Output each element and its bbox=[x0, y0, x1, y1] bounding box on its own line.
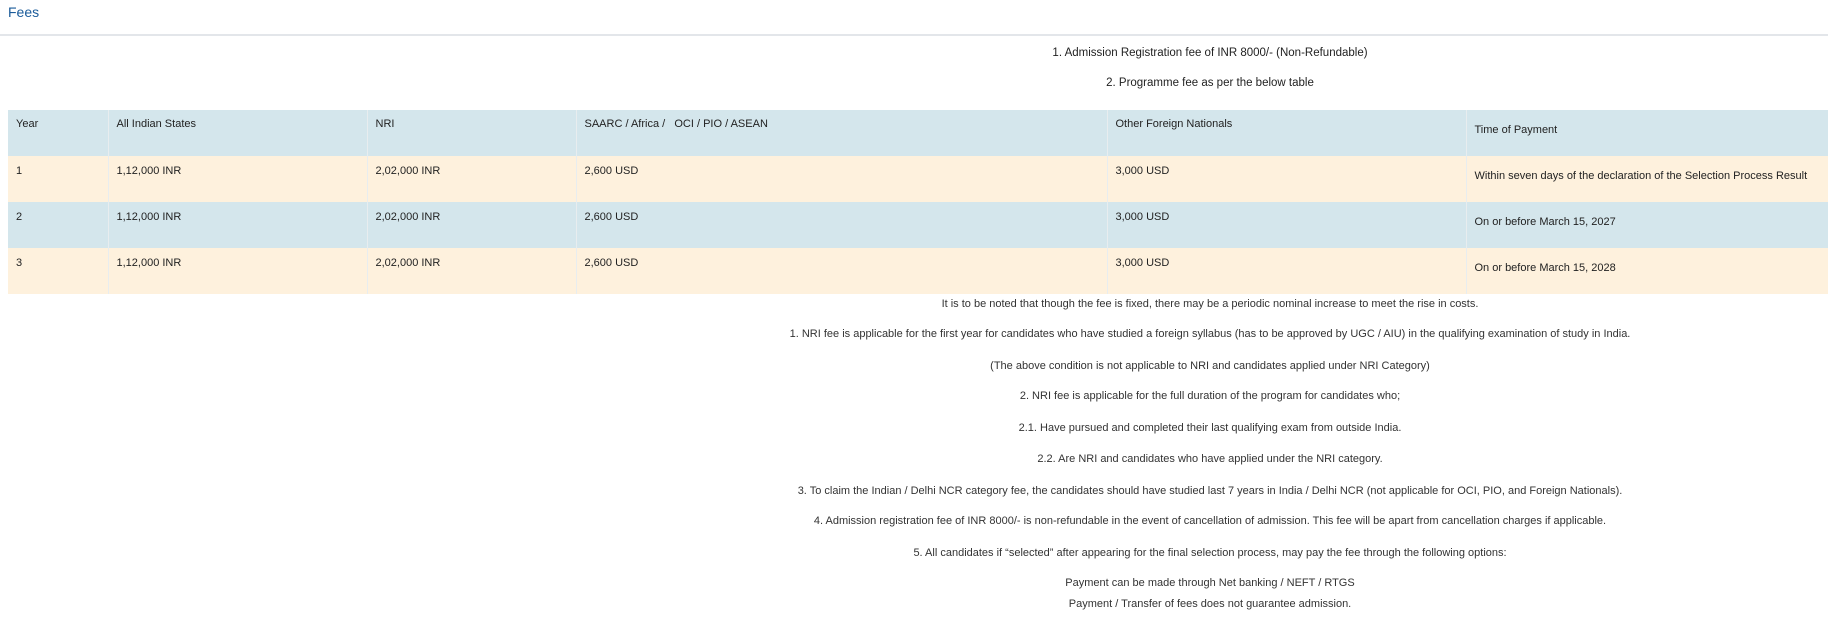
cell-nri: 2,02,000 INR bbox=[367, 156, 576, 202]
cell-all-indian-states: 1,12,000 INR bbox=[108, 156, 367, 202]
cell-other-foreign: 3,000 USD bbox=[1107, 248, 1466, 294]
cell-nri: 2,02,000 INR bbox=[367, 248, 576, 294]
table-row bbox=[8, 156, 1828, 202]
cell-saarc: 2,600 USD bbox=[576, 248, 1107, 294]
fee-table bbox=[8, 110, 1828, 294]
note-no-guarantee: Payment / Transfer of fees does not guarantee admission. bbox=[1068, 598, 1352, 610]
cell-nri: 2,02,000 INR bbox=[367, 202, 576, 248]
column-header-year: Year bbox=[8, 110, 108, 156]
cell-all-indian-states: 1,12,000 INR bbox=[108, 202, 367, 248]
note-fee-increase: It is to be noted that though the fee is fixed, there may be a periodic nominal increase to meet the rise in costs. bbox=[941, 298, 1479, 310]
cell-time-of-payment: On or before March 15, 2027 bbox=[1466, 202, 1828, 248]
cell-time-of-payment: Within seven days of the declaration of the Selection Process Result bbox=[1466, 156, 1828, 202]
cell-saarc: 2,600 USD bbox=[576, 156, 1107, 202]
cell-other-foreign: 3,000 USD bbox=[1107, 156, 1466, 202]
note-nri-condition: (The above condition is not applicable to NRI and candidates applied under NRI Category) bbox=[990, 360, 1430, 372]
column-header-all-indian-states: All Indian States bbox=[108, 110, 367, 156]
cell-year: 1 bbox=[8, 156, 108, 202]
column-header-saarc: SAARC / Africa / OCI / PIO / ASEAN bbox=[576, 110, 1107, 156]
section-header bbox=[0, 0, 1828, 36]
note-nri-first-year: 1. NRI fee is applicable for the first year for candidates who have studied a foreign syllabus (has to be approved by UGC / AIU) in the qualifying examination of study in India. bbox=[789, 328, 1631, 340]
note-nri-category: 2.2. Are NRI and candidates who have applied under the NRI category. bbox=[1037, 453, 1383, 465]
cell-time-of-payment: On or before March 15, 2028 bbox=[1466, 248, 1828, 294]
note-nri-full-duration: 2. NRI fee is applicable for the full duration of the program for candidates who; bbox=[1019, 390, 1401, 402]
cell-all-indian-states: 1,12,000 INR bbox=[108, 248, 367, 294]
note-registration-nonrefundable: 4. Admission registration fee of INR 8000/- is non-refundable in the event of cancellation of admission. This fee will be apart from cancellation charges if applicable. bbox=[813, 515, 1607, 527]
intro-programme-fee: 2. Programme fee as per the below table bbox=[1106, 77, 1314, 89]
note-payment-methods: Payment can be made through Net banking / NEFT / RTGS bbox=[1065, 577, 1355, 589]
table-row bbox=[8, 202, 1828, 248]
cell-year: 3 bbox=[8, 248, 108, 294]
cell-saarc: 2,600 USD bbox=[576, 202, 1107, 248]
column-header-nri: NRI bbox=[367, 110, 576, 156]
table-header-row bbox=[8, 110, 1828, 156]
cell-year: 2 bbox=[8, 202, 108, 248]
table-row bbox=[8, 248, 1828, 294]
note-payment-options: 5. All candidates if “selected” after appearing for the final selection process, may pay the fee through the following options: bbox=[913, 547, 1507, 559]
column-header-other-foreign: Other Foreign Nationals bbox=[1107, 110, 1466, 156]
note-nri-outside-india: 2.1. Have pursued and completed their last qualifying exam from outside India. bbox=[1018, 422, 1402, 434]
intro-registration-fee: 1. Admission Registration fee of INR 8000/- (Non-Refundable) bbox=[1052, 47, 1368, 59]
section-title: Fees bbox=[8, 4, 40, 20]
note-delhi-ncr: 3. To claim the Indian / Delhi NCR category fee, the candidates should have studied last 7 years in India / Delhi NCR (not applicable for OCI, PIO, and Foreign Nationals). bbox=[797, 485, 1623, 497]
cell-other-foreign: 3,000 USD bbox=[1107, 202, 1466, 248]
column-header-time-of-payment: Time of Payment bbox=[1466, 110, 1828, 156]
